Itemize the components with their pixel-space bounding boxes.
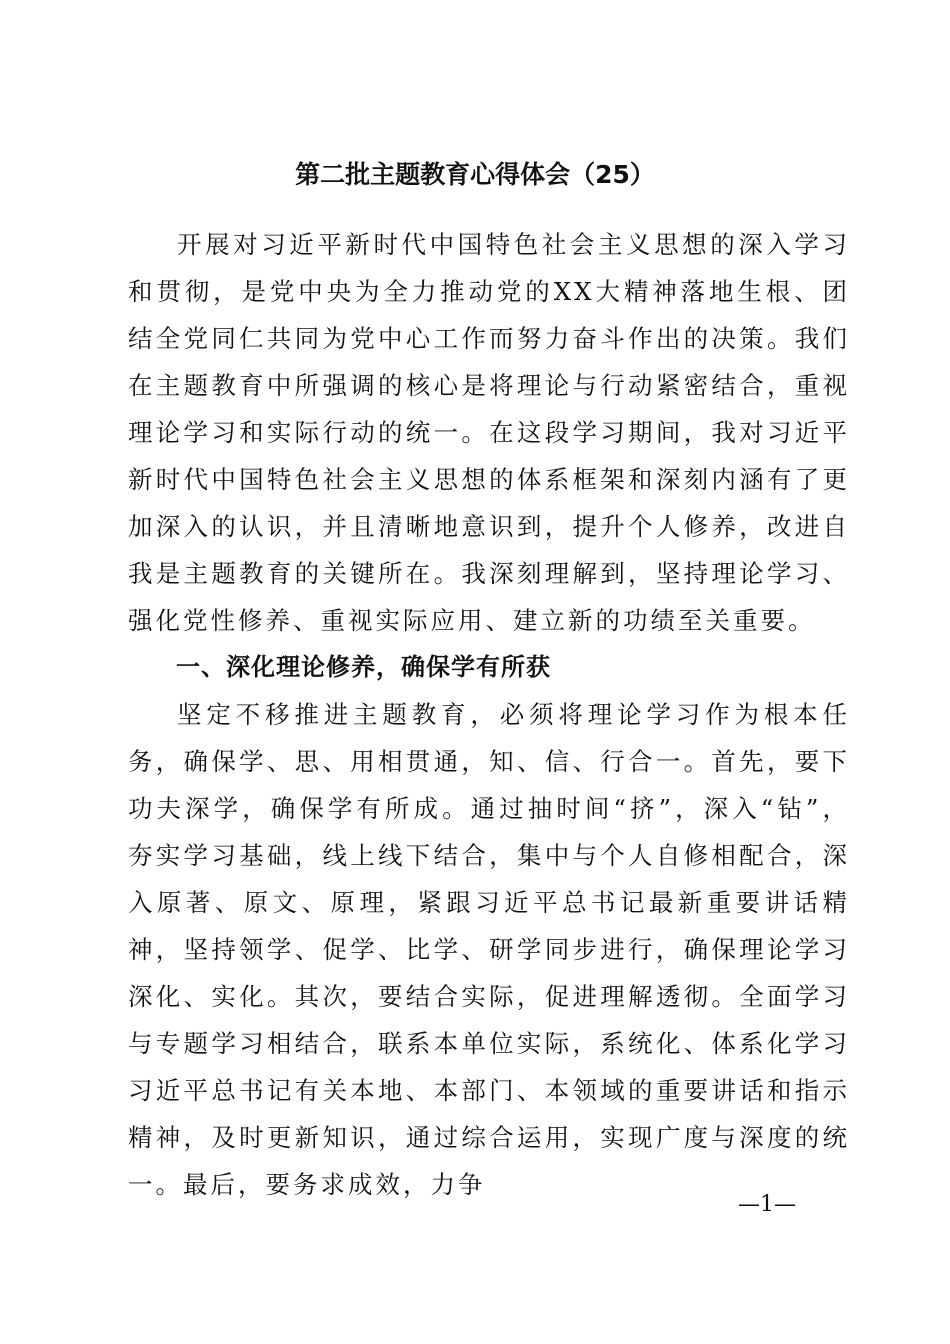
intro-paragraph: 开展对习近平新时代中国特色社会主义思想的深入学习和贯彻，是党中央为全力推动党的XX大精神落地生根、团结全党同仁共同为党中心工作而努力奋斗作出的决策。我们在主题教育中所强调的核心是将理论与行动紧密结合，重视理论学习和实际行动的统一。在这段学习期间，我对习近平新时代中国特色社会主义思想的体系框架和深刻内涵有了更加深入的认识，并且清晰地意识到，提升个人修养，改进自我是主题教育的关键所在。我深刻理解到，坚持理论学习、强化党性修养、重视实际应用、建立新的功绩至关重要。 (128, 230, 850, 635)
page-number: —1— (738, 1192, 796, 1217)
document-body (128, 221, 850, 1208)
section-heading: 一、深化理论修养，确保学有所获 (176, 653, 551, 681)
section-paragraph: 坚定不移推进主题教育，必须将理论学习作为根本任务，确保学、思、用相贯通，知、信、行合一。首先，要下功夫深学，确保学有所成。通过抽时间“挤”，深入“钻”，夯实学习基础，线上线下结合，集中与个人自修相配合，深入原著、原文、原理，紧跟习近平总书记最新重要讲话精神，坚持领学、促学、比学、研学同步进行，确保理论学习深化、实化。其次，要结合实际，促进理解透彻。全面学习与专题学习相结合，联系本单位实际，系统化、体系化学习习近平总书记有关本地、本部门、本领域的重要讲话和指示精神，及时更新知识，通过综合运用，实现广度与深度的统一。最后，要务求成效，力争 (128, 700, 850, 1199)
document-title: 第二批主题教育心得体会（25） (295, 160, 655, 189)
